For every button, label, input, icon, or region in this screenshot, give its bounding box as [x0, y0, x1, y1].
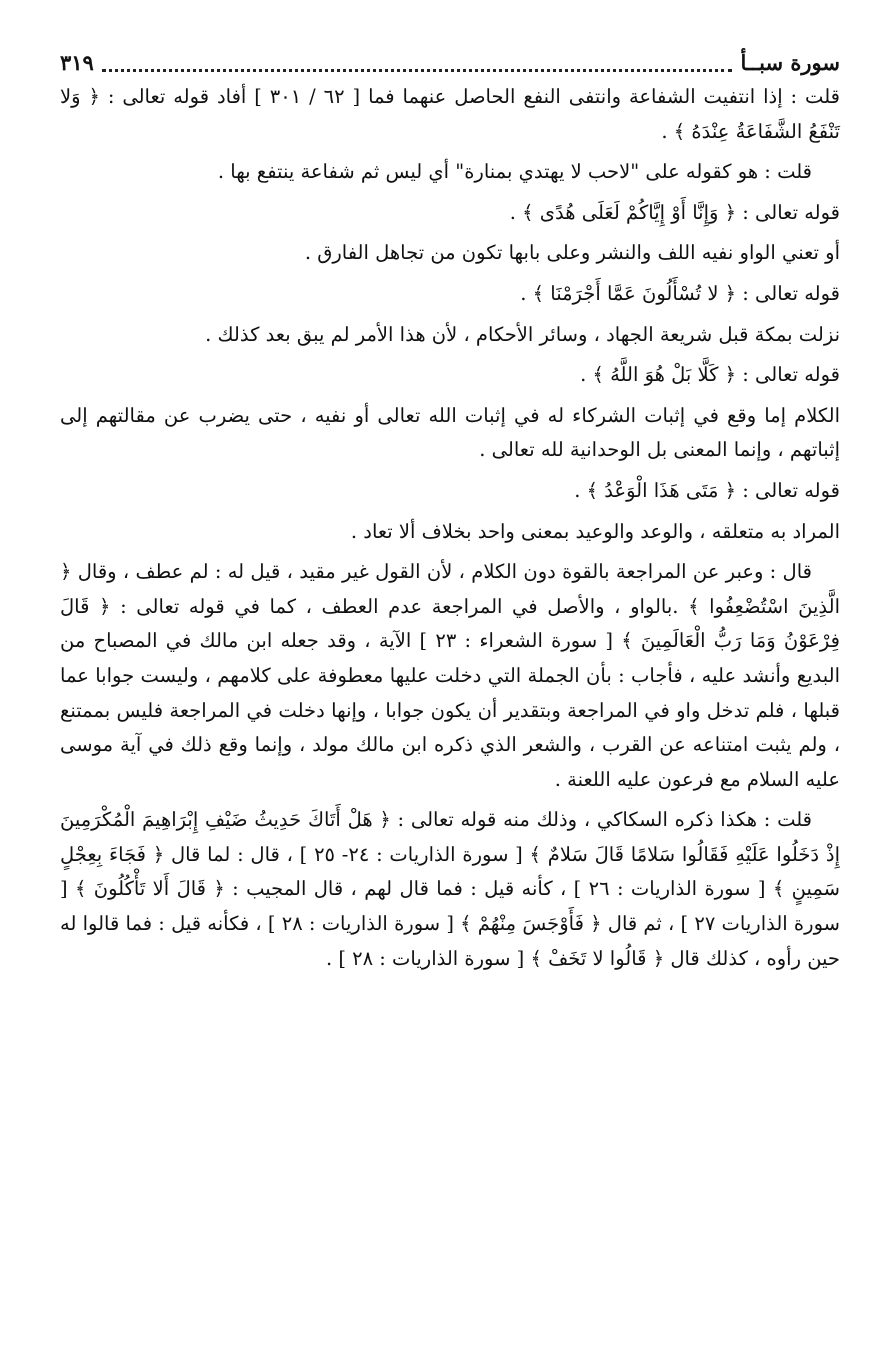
page-body [60, 80, 840, 976]
paragraph-2: قلت : هو كقوله على "لاحب لا يهتدي بمنارة" أي ليس ثم شفاعة ينتفع بها . [217, 160, 812, 184]
paragraph-6: نزلت بمكة قبل شريعة الجهاد ، وسائر الأحكام ، لأن هذا الأمر لم يبق بعد كذلك . [205, 322, 840, 346]
paragraph-4: أو تعني الواو نفيه اللف والنشر وعلى بابها تكون من تجاهل الفارق . [304, 241, 840, 265]
document-page [60, 48, 840, 982]
paragraph-10: المراد به متعلقه ، والوعد والوعيد بمعنى واحد بخلاف ألا تعاد . [350, 519, 840, 543]
paragraph-9: قوله تعالى : ﴿ مَتَى هَذَا الْوَعْدُ ﴾ . [574, 478, 840, 502]
paragraph-1: قلت : إذا انتفيت الشفاعة وانتفى النفع الحاصل عنهما فما [ ٦٢ / ٣٠١ ] أفاد قوله تعالى : ﴿ وَلا تَنْفَعُ الشَّفَاعَةُ عِنْدَهُ ﴾ . [60, 85, 840, 143]
paragraph-7: قوله تعالى : ﴿ كَلَّا بَلْ هُوَ اللَّهُ ﴾ . [580, 363, 840, 387]
header-dotted-leader [102, 55, 733, 72]
paragraph-12: قلت : هكذا ذكره السكاكي ، وذلك منه قوله تعالى : ﴿ هَلْ أَتَاكَ حَدِيثُ ضَيْفِ إِبْرَاهِيمَ الْمُكْرَمِينَ إِذْ دَخَلُوا عَلَيْهِ فَقَالُوا سَلامًا قَالَ سَلامٌ ﴾ [ سورة الذاريات : ٢٤- ٢٥ ] ، قال : لما قال ﴿ فَجَاءَ بِعِجْلٍ سَمِينٍ ﴾ [ سورة الذاريات : ٢٦ ] ، كأنه قيل : فما قال لهم ، قال المجيب : ﴿ قَالَ أَلا تَأْكُلُونَ ﴾ [ سورة الذاريات ٢٧ ] ، ثم قال ﴿ فَأَوْجَسَ مِنْهُمْ ﴾ [ سورة الذاريات : ٢٨ ] ، فكأنه قيل : فما قالوا له حين رأوه ، كذلك قال ﴿ قَالُوا لا تَخَفْ ﴾ [ سورة الذاريات : ٢٨ ] . [60, 808, 840, 970]
surah-title: سورة سبــأ [740, 50, 840, 75]
running-header [60, 48, 840, 78]
paragraph-5: قوله تعالى : ﴿ لا تُسْأَلُونَ عَمَّا أَجْرَمْنَا ﴾ . [520, 281, 840, 305]
paragraph-3: قوله تعالى : ﴿ وَإِنَّا أَوْ إِيَّاكُمْ لَعَلَى هُدًى ﴾ . [509, 200, 840, 224]
page-number: ٣١٩ [60, 50, 94, 75]
paragraph-8: الكلام إما وقع في إثبات الشركاء له في إثبات الله تعالى أو نفيه ، حتى يضرب عن مقالتهم إلى إثباتهم ، وإنما المعنى بل الوحدانية لله تعالى . [60, 403, 840, 462]
paragraph-11: قال : وعبر عن المراجعة بالقوة دون الكلام ، لأن القول غير مقيد ، قيل له : لم عطف ، وقال ﴿ الَّذِينَ اسْتُضْعِفُوا ﴾ .بالواو ، والأصل في المراجعة عدم العطف ، كما في قوله تعالى : ﴿ قَالَ فِرْعَوْنُ وَمَا رَبُّ الْعَالَمِينَ ﴾ [ سورة الشعراء : ٢٣ ] الآية ، وقد جعله ابن مالك في المصباح من البديع وأنشد عليه ، فأجاب : بأن الجملة التي دخلت عليها معطوفة على كلامهم ، وليست جوابا عما قبلها ، فلم تدخل واو في المراجعة وبتقدير أن يكون جوابا ، وإنها دخلت في المراجعة فليس بممتنع ، ولم يثبت امتناعه عن القرب ، والشعر الذي ذكره ابن مالك مولد ، وإنما وقع ذلك في آية موسى عليه السلام مع فرعون عليه اللعنة . [60, 560, 840, 791]
